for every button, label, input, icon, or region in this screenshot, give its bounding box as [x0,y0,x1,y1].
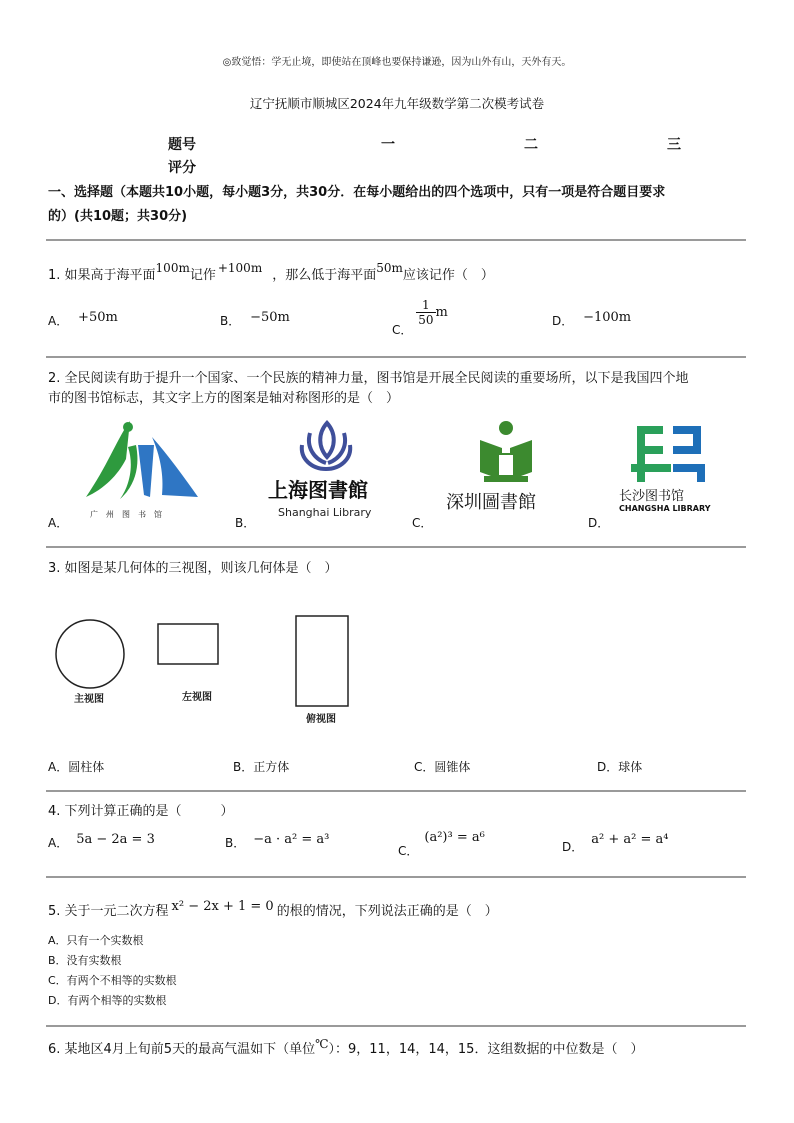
option-math: +50m [78,310,118,325]
option-letter: D． [562,840,584,854]
changsha-logo-en: CHANGSHA LIBRARY [619,504,711,513]
score-table-col-3: 三 [667,137,681,153]
option-text: 圆锥体 [434,760,471,774]
top-view-rectangle [296,616,348,706]
option-letter: D． [597,760,619,774]
guangzhou-logo-text: 广 州 图 书 馆 [90,510,162,519]
q1-option-b[interactable] [220,312,290,329]
option-letter: A． [48,836,69,850]
q2-option-b-letter[interactable]: B． [235,516,256,530]
front-view-label: 主视图 [74,694,104,705]
q2-line-2: 市的图书馆标志，其文字上方的图案是轴对称图形的是（ ） [48,391,400,406]
q5-prefix: 5. 关于一元二次方程 [48,904,169,919]
score-table-row-label-number: 题号 [168,137,196,153]
shanghai-logo-en: Shanghai Library [278,506,372,519]
front-view-circle [56,620,124,688]
q1-prefix: 1. 如果高于海平面 [48,268,156,283]
option-text: 正方体 [253,760,290,774]
q3-option-b[interactable] [233,758,289,775]
score-table-row-label-score: 评分 [168,160,196,176]
q2-option-d-letter[interactable]: D． [588,516,610,530]
q5-option-b[interactable]: B．没有实数根 [48,954,122,967]
divider [46,356,746,358]
option-math: a² + a² = a⁴ [591,832,669,847]
question-5-stem [48,900,498,919]
q1-option-d[interactable] [552,312,631,329]
q1-mid2: ，那么低于海平面 [272,268,377,283]
divider [46,546,746,548]
shenzhen-logo-cn: 深圳圖書館 [446,492,536,513]
q2-option-c-letter[interactable]: C． [412,516,433,530]
score-table-col-2: 二 [524,137,538,153]
question-6-stem [48,1038,643,1057]
option-math: −a · a² = a³ [253,832,330,847]
option-math: −50m [250,310,290,325]
divider [46,239,746,241]
option-fraction [416,298,435,327]
q5-option-d[interactable]: D．有两个相等的实数根 [48,994,167,1007]
option-math: −100m [583,310,632,325]
q6-prefix: 6. 某地区4月上旬前5天的最高气温如下（单位 [48,1042,316,1057]
q3-option-c[interactable] [414,758,470,775]
q1-mid: 记作 [189,268,216,283]
q3-option-d[interactable] [597,758,642,775]
q4-option-b[interactable] [225,834,329,851]
q6-suffix: ）：9，11，14，14，15．这组数据的中位数是（ ） [328,1042,644,1057]
section-heading-line-1: 一、选择题（本题共10小题，每小题3分，共30分．在每小题给出的四个选项中，只有一项是符合题目要求 [48,185,666,200]
changsha-logo-cn: 长沙图书馆 [619,489,685,504]
q5-suffix: 的根的情况，下列说法正确的是（ ） [276,904,498,919]
q1-option-a[interactable] [48,312,118,329]
divider [46,1025,746,1027]
divider [46,790,746,792]
shanghai-logo-cn: 上海图書館 [268,478,368,502]
q4-option-d[interactable] [562,832,669,854]
q5-option-c[interactable]: C．有两个不相等的实数根 [48,974,177,987]
side-view-label: 左视图 [182,692,212,703]
q1-value-plus100m: +100m [217,261,263,275]
q4-option-a[interactable] [48,834,155,851]
shanghai-library-logo [262,415,392,525]
option-letter: A． [48,760,69,774]
option-math: (a²)³ = a⁶ [424,830,485,845]
motto: ◎致觉悟：学无止境，即使站在顶峰也要保持谦逊，因为山外有山，天外有天。 [222,57,572,68]
q4-option-c[interactable] [398,830,485,858]
q2-option-a-letter[interactable]: A． [48,516,69,530]
option-letter: A． [48,314,69,328]
fraction-denominator: 50 [418,313,434,327]
three-views-figure [48,610,368,730]
option-math: 5a − 2a = 3 [76,832,155,847]
divider [46,876,746,878]
option-letter: B． [225,836,246,850]
option-letter: D． [552,314,574,328]
guangzhou-library-logo [78,415,203,525]
top-view-label: 俯视图 [306,714,336,725]
option-letter: C． [392,323,413,337]
side-view-rectangle [158,624,218,664]
fraction-numerator: 1 [416,298,435,313]
option-letter: B． [233,760,254,774]
q1-value-50m: 50m [376,261,403,275]
question-1-stem [48,261,494,283]
option-letter: C． [414,760,435,774]
score-table-col-1: 一 [381,137,395,153]
question-4-stem: 4. 下列计算正确的是（ ） [48,804,234,819]
option-letter: C． [398,844,419,858]
q6-unit: ℃ [315,1037,329,1051]
changsha-library-logo [615,420,725,515]
question-3-stem: 3. 如图是某几何体的三视图，则该几何体是（ ） [48,561,338,576]
q2-line-1: 2. 全民阅读有助于提升一个国家、一个民族的精神力量，图书馆是开展全民阅读的重要场所，以下是我国四个地 [48,371,689,386]
section-heading [48,181,748,229]
q1-option-c[interactable] [392,298,448,337]
q5-option-a[interactable]: A．只有一个实数根 [48,934,144,947]
shenzhen-library-logo [444,418,569,518]
q5-equation: x² − 2x + 1 = 0 [171,899,274,914]
option-text: 球体 [618,760,643,774]
section-heading-line-2: 的）(共10题；共30分) [48,209,188,224]
exam-title: 辽宁抚顺市顺城区2024年九年级数学第二次模考试卷 [249,96,545,111]
option-letter: B． [220,314,241,328]
q3-option-a[interactable] [48,758,104,775]
option-text: 圆柱体 [68,760,105,774]
q1-suffix: 应该记作（ ） [402,268,494,283]
q1-value-100m: 100m [155,261,190,275]
question-2-stem [48,369,748,409]
option-unit: m [435,305,448,320]
